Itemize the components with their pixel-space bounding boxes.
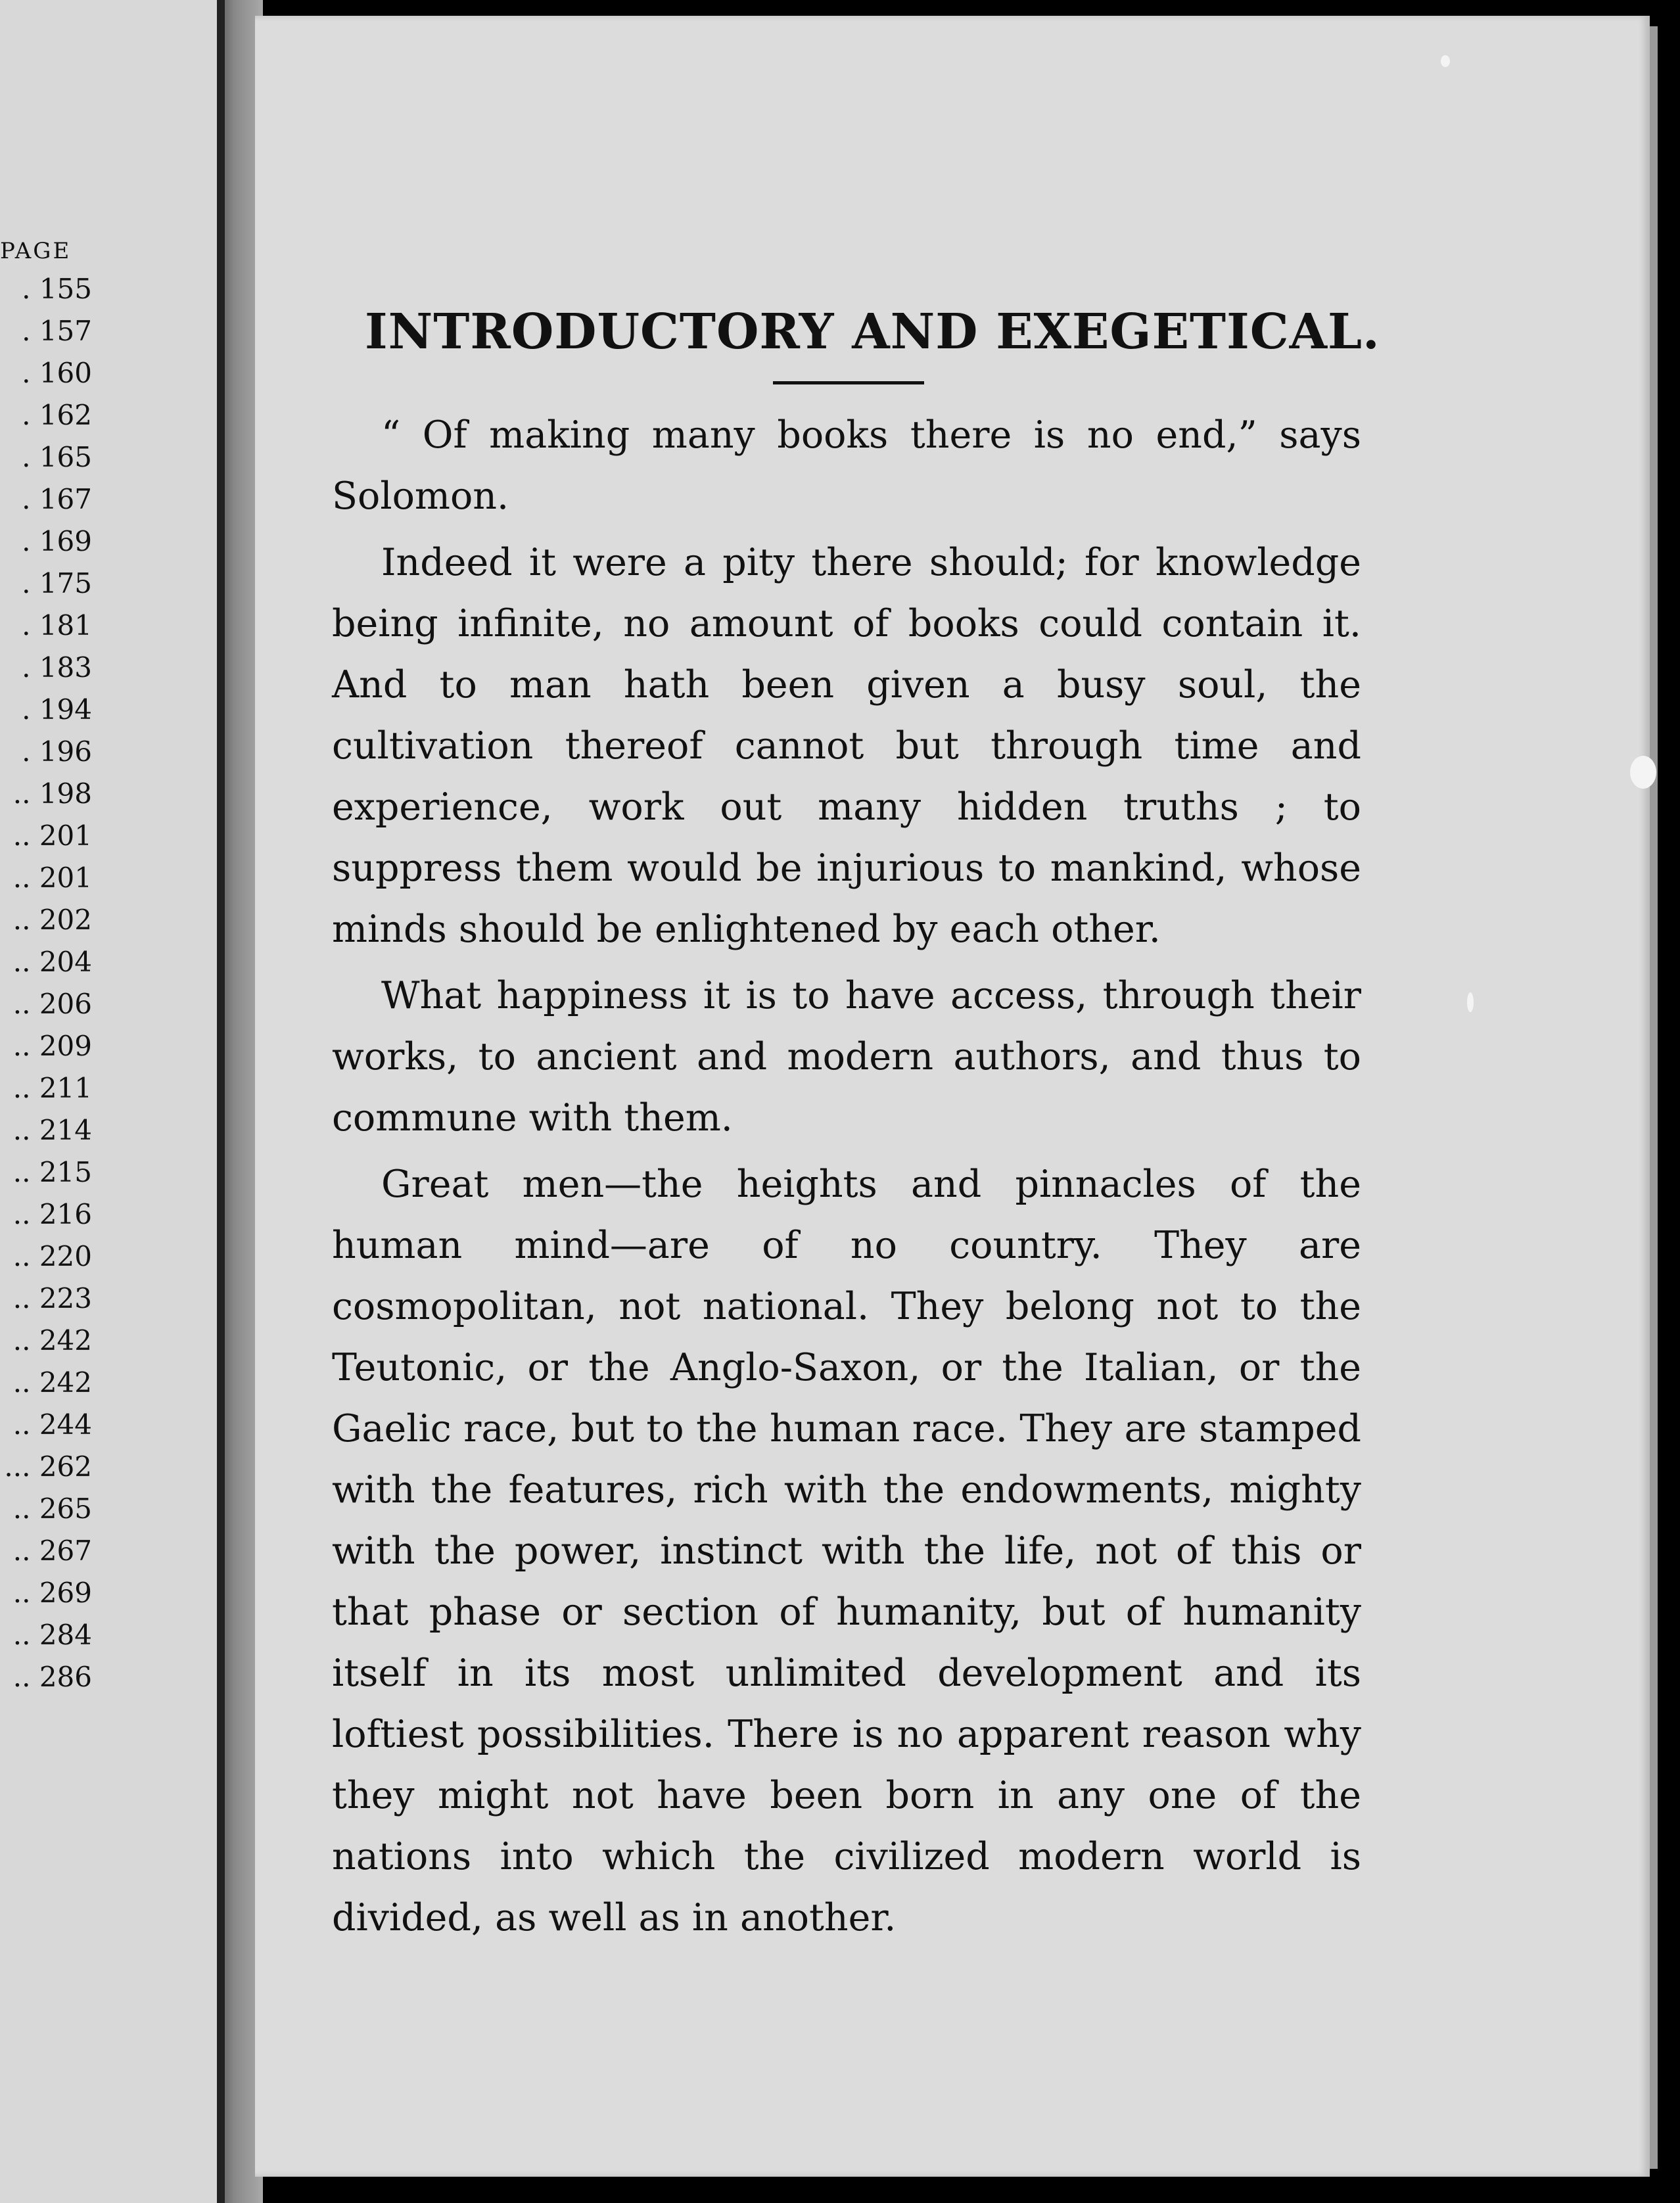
paper-speck: [1467, 992, 1474, 1012]
paragraph: Great men—the heights and pinnacles of the human mind—are of no country. They are cosmopolitan, not national. They belong not to the Teutonic, or the Anglo-Saxon, or the Italian, or the Gaelic race, but to the human race. They are stamped with the features, rich with the endowments, mighty with the power, instinct with the life, not of this or that phase or section of humanity, but of humanity itself in its most unlimited development and its loftiest possibilities. There is no apparent reason why they might not have been born in any one of the nations into which the civilized modern world is divided, as well as in another.: [332, 1163, 1361, 1939]
toc-page-number: .. 286: [12, 1661, 92, 1693]
toc-page-number: .. 198: [12, 777, 92, 810]
toc-page-number: . 194: [22, 693, 92, 726]
toc-page-number: .. 242: [12, 1366, 92, 1399]
toc-page-number: .. 211: [12, 1072, 92, 1104]
toc-page-number: . 175: [22, 567, 92, 599]
title-rule: [773, 381, 924, 384]
toc-page-number: . 196: [22, 735, 92, 768]
toc-page-number: .. 202: [12, 904, 92, 936]
paragraph: “ Of making many books there is no end,” says Solomon.: [332, 413, 1361, 518]
toc-page-number: . 157: [22, 315, 92, 347]
toc-page-number: .. 265: [12, 1493, 92, 1525]
toc-page-number: . 162: [22, 399, 92, 431]
toc-page-number: ... 262: [4, 1450, 92, 1483]
page-right-edge: [1650, 26, 1658, 2169]
toc-page-header: PAGE: [0, 238, 72, 264]
toc-page-number: . 181: [22, 609, 92, 641]
paper-speck: [1630, 756, 1656, 789]
toc-page-number: .. 284: [12, 1619, 92, 1651]
paragraph: Indeed it were a pity there should; for knowledge being infinite, no amount of books could contain it. And to man hath been given a busy soul, the cultivation thereof cannot but through time and experience, work out many hidden truths ; to suppress them would be injurious to mankind, whose minds should be enlightened by each other.: [332, 541, 1361, 951]
toc-page-number: .. 201: [12, 820, 92, 852]
toc-page-number: .. 220: [12, 1240, 92, 1272]
toc-page-number: . 160: [22, 357, 92, 389]
toc-page-number: .. 216: [12, 1198, 92, 1230]
toc-page-number: .. 267: [12, 1535, 92, 1567]
toc-page-number-list: [0, 268, 92, 1698]
toc-page-number: .. 242: [12, 1324, 92, 1357]
toc-page-number: .. 215: [12, 1156, 92, 1188]
toc-page-number: .. 209: [12, 1030, 92, 1062]
toc-page-number: .. 244: [12, 1408, 92, 1441]
toc-page-number: . 167: [22, 483, 92, 515]
toc-page-number: . 183: [22, 651, 92, 684]
toc-page-number: .. 214: [12, 1114, 92, 1146]
body-text: [332, 405, 1361, 1954]
chapter-title: INTRODUCTORY AND EXEGETICAL.: [365, 304, 1380, 360]
paragraph: What happiness it is to have access, through their works, to ancient and modern authors, and thus to commune with them.: [332, 974, 1361, 1140]
toc-page-number: .. 201: [12, 862, 92, 894]
toc-page-number: .. 204: [12, 946, 92, 978]
paper-speck: [1441, 55, 1450, 67]
toc-page-number: .. 223: [12, 1282, 92, 1314]
left-page-fragment: [0, 0, 217, 2203]
toc-page-number: .. 269: [12, 1577, 92, 1609]
book-gutter-edge: [217, 0, 225, 2203]
toc-page-number: .. 206: [12, 988, 92, 1020]
toc-page-number: . 155: [22, 273, 92, 305]
toc-page-number: . 165: [22, 441, 92, 473]
toc-page-number: . 169: [22, 525, 92, 557]
